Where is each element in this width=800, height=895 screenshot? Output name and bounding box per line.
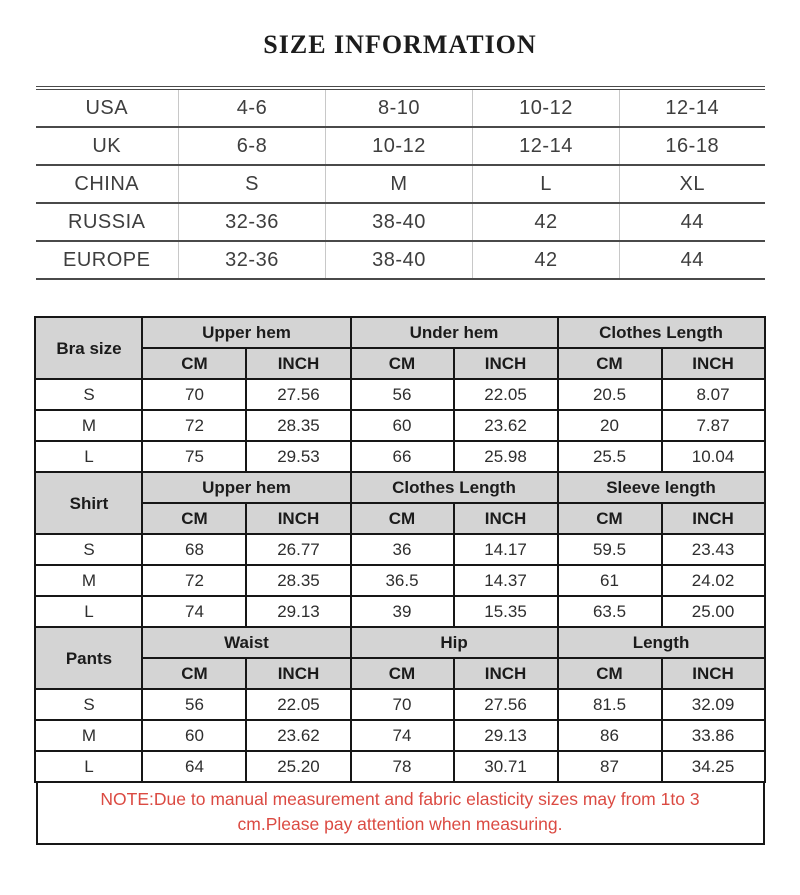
size-cell: 4-6 [179,88,326,127]
table-row [35,720,764,751]
measure-value: 25.20 [246,751,350,782]
table-row-usa [36,88,765,127]
section-label-bra: Bra size [35,317,142,379]
region-label: CHINA [36,165,179,203]
unit-header-inch: INCH [246,658,350,689]
table-row-europe [36,241,765,279]
unit-header-inch: INCH [246,348,350,379]
measure-value: 36.5 [351,565,454,596]
unit-header-inch: INCH [454,348,558,379]
size-cell: 32-36 [179,203,326,241]
measure-value: 56 [142,689,246,720]
unit-header-inch: INCH [454,503,558,534]
measure-value: 28.35 [246,565,350,596]
measure-header: Length [558,627,765,658]
measure-value: 32.09 [662,689,765,720]
size-cell: 42 [473,203,620,241]
section-header-row [35,472,764,503]
table-row [35,596,764,627]
table-row [35,689,764,720]
measure-header: Upper hem [142,472,350,503]
unit-header-cm: CM [142,348,246,379]
section-label-pants: Pants [35,627,142,689]
size-cell: 32-36 [179,241,326,279]
measure-value: 29.53 [246,441,350,472]
measure-value: 23.62 [246,720,350,751]
size-label: M [35,565,142,596]
section-label-shirt: Shirt [35,472,142,534]
measure-value: 66 [351,441,454,472]
size-label: L [35,441,142,472]
unit-header-cm: CM [558,348,662,379]
size-cell: L [473,165,620,203]
measure-value: 25.98 [454,441,558,472]
measure-value: 72 [142,410,246,441]
unit-header-inch: INCH [662,658,765,689]
measure-value: 22.05 [454,379,558,410]
size-label: S [35,379,142,410]
size-cell: 8-10 [326,88,473,127]
size-cell: 10-12 [326,127,473,165]
unit-header-inch: INCH [662,348,765,379]
measurement-table [34,316,765,783]
measure-value: 34.25 [662,751,765,782]
measure-value: 26.77 [246,534,350,565]
measure-value: 56 [351,379,454,410]
measure-value: 70 [351,689,454,720]
measure-value: 23.43 [662,534,765,565]
measure-value: 24.02 [662,565,765,596]
measure-value: 70 [142,379,246,410]
measure-value: 29.13 [246,596,350,627]
measure-value: 64 [142,751,246,782]
measure-header: Upper hem [142,317,350,348]
region-label: USA [36,88,179,127]
unit-header-row [35,503,764,534]
measure-value: 59.5 [558,534,662,565]
measure-value: 60 [351,410,454,441]
size-label: L [35,596,142,627]
measure-value: 14.17 [454,534,558,565]
measure-value: 23.62 [454,410,558,441]
unit-header-row [35,658,764,689]
measure-value: 60 [142,720,246,751]
measure-header: Waist [142,627,350,658]
table-row-china [36,165,765,203]
measure-header: Clothes Length [558,317,765,348]
measure-header: Under hem [351,317,558,348]
measure-value: 28.35 [246,410,350,441]
measure-value: 86 [558,720,662,751]
measure-value: 33.86 [662,720,765,751]
table-row [35,565,764,596]
region-label: UK [36,127,179,165]
size-label: S [35,534,142,565]
measure-value: 75 [142,441,246,472]
measure-value: 68 [142,534,246,565]
note-box [36,781,765,845]
measure-value: 39 [351,596,454,627]
note-line-2: cm.Please pay attention when measuring. [237,814,563,834]
size-cell: 38-40 [326,203,473,241]
unit-header-cm: CM [142,503,246,534]
size-cell: 44 [620,203,765,241]
page-title: SIZE INFORMATION [263,30,537,59]
region-label: EUROPE [36,241,179,279]
size-label: S [35,689,142,720]
size-cell: XL [620,165,765,203]
measure-value: 27.56 [246,379,350,410]
measure-header: Hip [351,627,558,658]
measure-value: 30.71 [454,751,558,782]
table-row [35,410,764,441]
measure-value: 25.5 [558,441,662,472]
size-cell: 10-12 [473,88,620,127]
measure-value: 22.05 [246,689,350,720]
size-label: M [35,410,142,441]
measure-value: 36 [351,534,454,565]
unit-header-inch: INCH [454,658,558,689]
region-size-table [36,86,765,280]
size-cell: 16-18 [620,127,765,165]
table-row-russia [36,203,765,241]
size-cell: 12-14 [473,127,620,165]
measure-value: 87 [558,751,662,782]
measure-value: 72 [142,565,246,596]
unit-header-inch: INCH [246,503,350,534]
table-row [35,441,764,472]
measure-value: 7.87 [662,410,765,441]
measure-value: 14.37 [454,565,558,596]
measure-value: 61 [558,565,662,596]
unit-header-cm: CM [351,658,454,689]
measure-value: 74 [142,596,246,627]
measure-value: 8.07 [662,379,765,410]
measure-value: 74 [351,720,454,751]
measure-header: Sleeve length [558,472,765,503]
measure-value: 63.5 [558,596,662,627]
measure-value: 81.5 [558,689,662,720]
size-cell: 6-8 [179,127,326,165]
unit-header-cm: CM [142,658,246,689]
unit-header-cm: CM [351,503,454,534]
unit-header-cm: CM [351,348,454,379]
size-label: M [35,720,142,751]
measure-value: 20 [558,410,662,441]
region-label: RUSSIA [36,203,179,241]
table-row-uk [36,127,765,165]
measure-value: 15.35 [454,596,558,627]
section-header-row [35,317,764,348]
size-cell: 42 [473,241,620,279]
measure-value: 20.5 [558,379,662,410]
measure-value: 78 [351,751,454,782]
measure-value: 10.04 [662,441,765,472]
measure-value: 27.56 [454,689,558,720]
size-cell: S [179,165,326,203]
table-row [35,379,764,410]
unit-header-cm: CM [558,503,662,534]
unit-header-inch: INCH [662,503,765,534]
note-line-1: NOTE:Due to manual measurement and fabric elasticity sizes may from 1to 3 [100,789,700,809]
size-cell: 38-40 [326,241,473,279]
measure-header: Clothes Length [351,472,558,503]
size-cell: 44 [620,241,765,279]
section-header-row [35,627,764,658]
measure-value: 29.13 [454,720,558,751]
table-row [35,751,764,782]
size-cell: 12-14 [620,88,765,127]
unit-header-row [35,348,764,379]
size-cell: M [326,165,473,203]
table-row [35,534,764,565]
size-label: L [35,751,142,782]
unit-header-cm: CM [558,658,662,689]
measure-value: 25.00 [662,596,765,627]
